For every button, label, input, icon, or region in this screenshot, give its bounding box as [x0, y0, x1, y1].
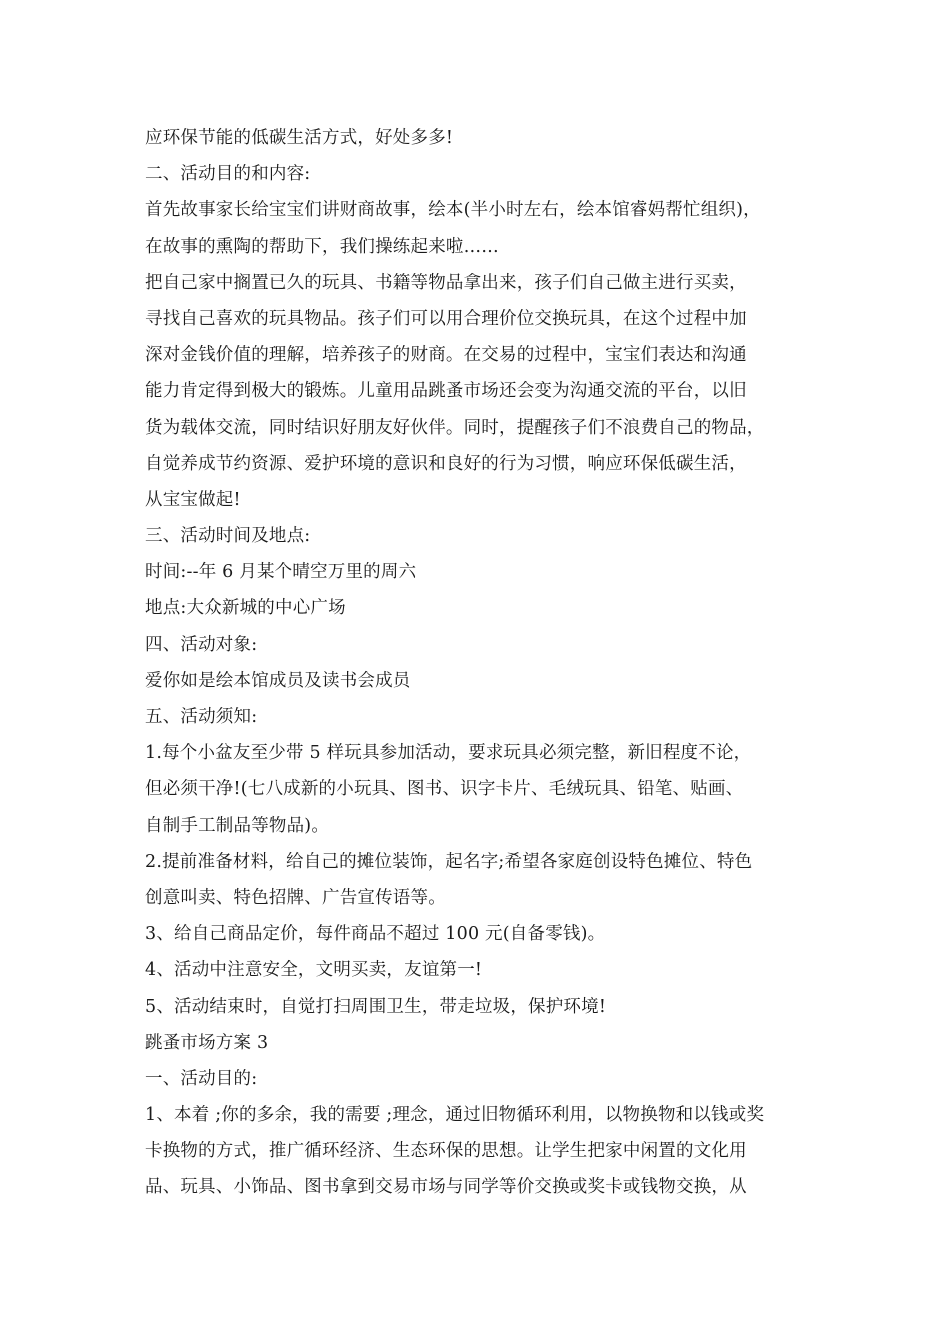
text-line: 5、活动结束时，自觉打扫周围卫生，带走垃圾，保护环境! — [145, 996, 607, 1017]
text-line: 能力肯定得到极大的锻炼。儿童用品跳蚤市场还会变为沟通交流的平台，以旧 — [145, 381, 747, 402]
text-line: 4、活动中注意安全，文明买卖，友谊第一! — [145, 960, 483, 981]
section-heading: 四、活动对象: — [145, 634, 258, 655]
text-line: 自制手工制品等物品)。 — [145, 815, 330, 836]
text-line: 时间:--年 6 月某个晴空万里的周六 — [145, 562, 417, 583]
text-line: 应环保节能的低碳生活方式，好处多多! — [145, 128, 454, 148]
plan-title: 跳蚤市场方案 3 — [145, 1032, 269, 1053]
text-line: 1、本着 ;你的多余，我的需要 ;理念，通过旧物循环利用，以物换物和以钱或奖 — [145, 1105, 765, 1126]
text-line: 从宝宝做起! — [145, 489, 241, 510]
text-line: 2.提前准备材料，给自己的摊位装饰，起名字;希望各家庭创设特色摊位、特色 — [145, 851, 753, 872]
text-line: 爱你如是绘本馆成员及读书会成员 — [145, 670, 411, 691]
section-heading: 二、活动目的和内容: — [145, 164, 311, 185]
text-line: 但必须干净!(七八成新的小玩具、图书、识字卡片、毛绒玩具、铅笔、贴画、 — [145, 779, 744, 800]
text-line: 卡换物的方式，推广循环经济、生态环保的思想。让学生把家中闲置的文化用 — [145, 1141, 747, 1162]
text-line: 3、给自己商品定价，每件商品不超过 100 元(自备零钱)。 — [145, 924, 606, 945]
text-line: 品、玩具、小饰品、图书拿到交易市场与同学等价交换或奖卡或钱物交换，从 — [145, 1177, 747, 1198]
text-line: 在故事的熏陶的帮助下，我们操练起来啦…… — [145, 236, 499, 257]
text-line: 寻找自己喜欢的玩具物品。孩子们可以用合理价位交换玩具，在这个过程中加 — [145, 308, 747, 329]
text-line: 创意叫卖、特色招牌、广告宣传语等。 — [145, 887, 446, 908]
section-heading: 一、活动目的: — [145, 1068, 258, 1089]
text-line: 把自己家中搁置已久的玩具、书籍等物品拿出来，孩子们自己做主进行买卖， — [145, 272, 747, 293]
text-line: 地点:大众新城的中心广场 — [145, 598, 346, 619]
section-heading: 五、活动须知: — [145, 707, 258, 727]
text-line: 深对金钱价值的理解，培养孩子的财商。在交易的过程中，宝宝们表达和沟通 — [145, 345, 747, 366]
text-line: 1.每个小盆友至少带 5 样玩具参加活动，要求玩具必须完整，新旧程度不论， — [145, 743, 752, 764]
text-line: 首先故事家长给宝宝们讲财商故事，绘本(半小时左右，绘本馆睿妈帮忙组织)， — [145, 200, 761, 221]
text-line: 自觉养成节约资源、爱护环境的意识和良好的行为习惯，响应环保低碳生活， — [145, 453, 747, 474]
section-heading: 三、活动时间及地点: — [145, 526, 311, 547]
document-body — [145, 120, 825, 1206]
text-line: 货为载体交流，同时结识好朋友好伙伴。同时，提醒孩子们不浪费自己的物品， — [145, 417, 765, 438]
